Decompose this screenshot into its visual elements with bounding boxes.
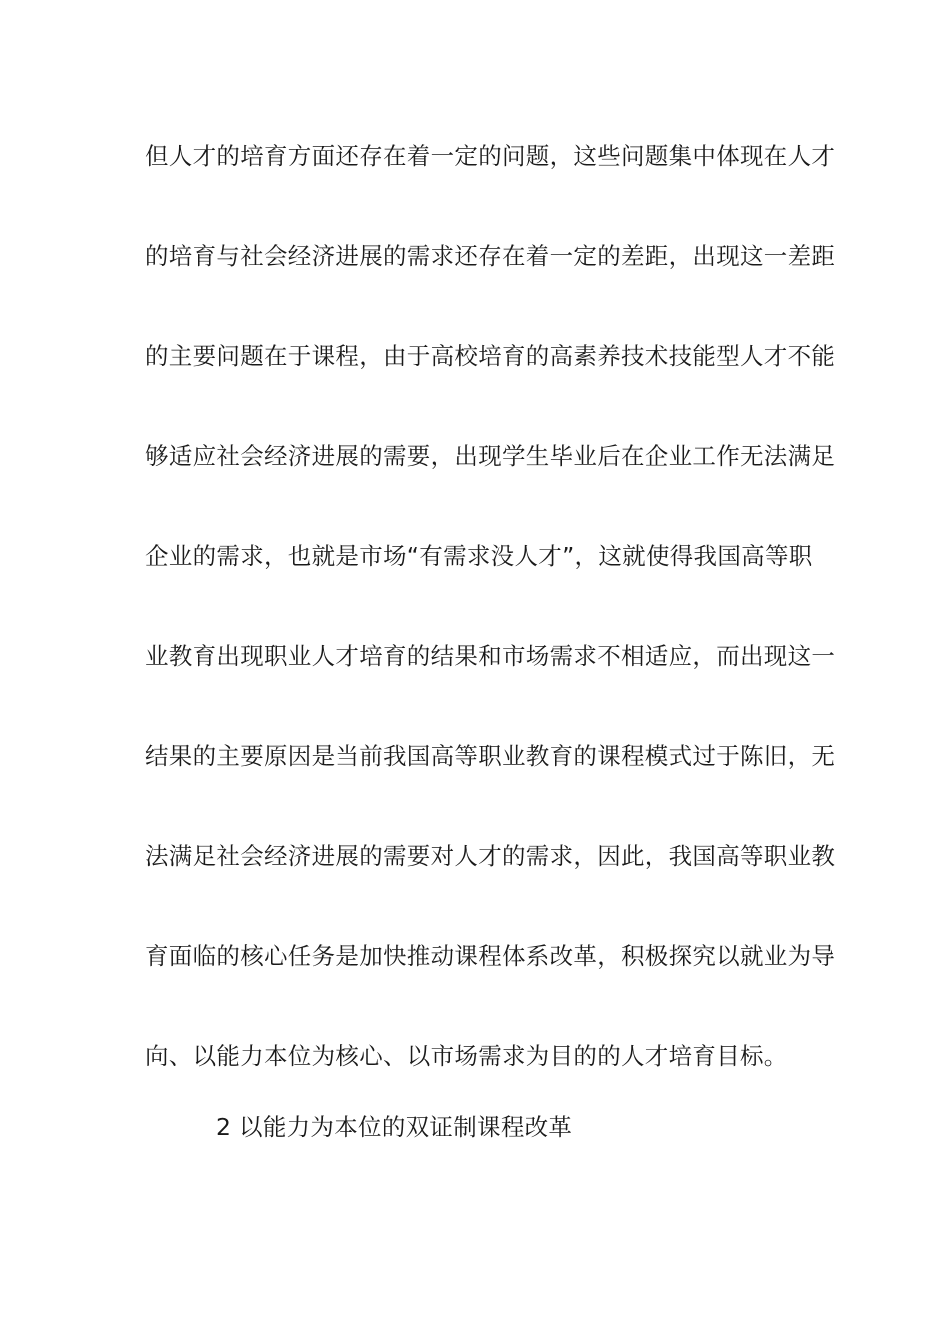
paragraph-line: 企业的需求，也就是市场“有需求没人才”，这就使得我国高等职: [145, 542, 813, 570]
paragraph-line: 业教育出现职业人才培育的结果和市场需求不相适应，而出现这一: [145, 642, 836, 670]
paragraph-line: 育面临的核心任务是加快推动课程体系改革，积极探究以就业为导: [145, 942, 836, 970]
body-paragraph: [145, 133, 836, 1133]
paragraph-line: 但人才的培育方面还存在着一定的问题，这些问题集中体现在人才: [145, 142, 836, 170]
section-heading: 2 以能力为本位的双证制课程改革: [216, 1113, 573, 1141]
paragraph-line: 结果的主要原因是当前我国高等职业教育的课程模式过于陈旧，无: [145, 742, 836, 770]
paragraph-line: 的培育与社会经济进展的需求还存在着一定的差距，出现这一差距: [145, 242, 836, 270]
paragraph-line: 的主要问题在于课程，由于高校培育的高素养技术技能型人才不能: [145, 342, 836, 370]
paragraph-line: 法满足社会经济进展的需要对人才的需求，因此，我国高等职业教: [145, 842, 836, 870]
paragraph-line: 够适应社会经济进展的需要，出现学生毕业后在企业工作无法满足: [145, 442, 836, 470]
paragraph-line: 向、以能力本位为核心、以市场需求为目的的人才培育目标。: [145, 1042, 788, 1070]
